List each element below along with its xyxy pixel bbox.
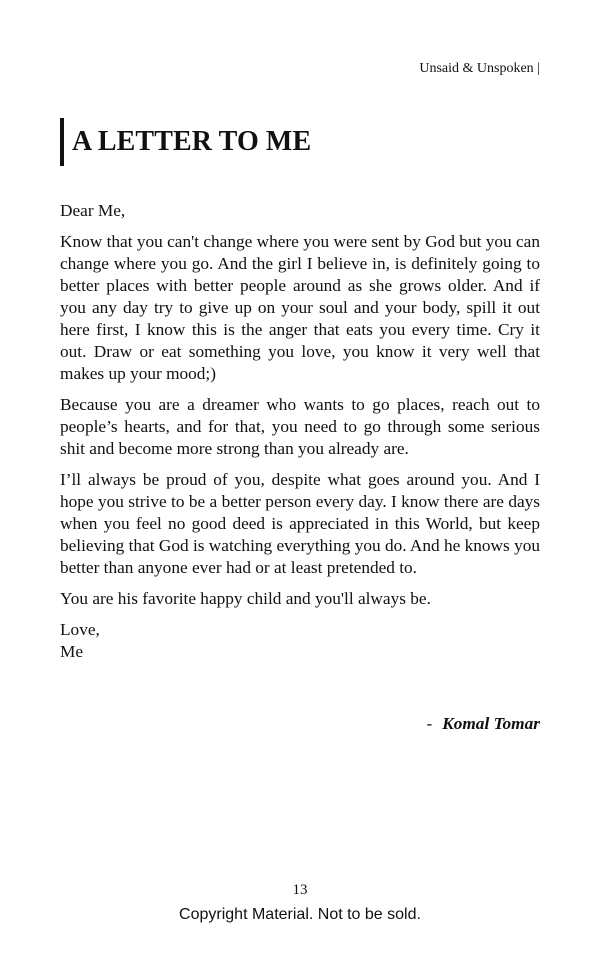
chapter-title: A LETTER TO ME (72, 126, 312, 157)
chapter-heading (60, 118, 311, 166)
letter-closing (60, 619, 540, 663)
letter-salutation: Dear Me, (60, 201, 126, 220)
copyright-notice: Copyright Material. Not to be sold. (179, 906, 421, 923)
closing-phrase: Love, (60, 620, 100, 639)
letter-paragraph-2: Because you are a dreamer who wants to go places, reach out to people’s hearts, and for that, you need to go through some serious shit and become more strong than you already are. (60, 395, 540, 458)
page-number: 13 (292, 882, 308, 898)
letter-paragraph-1: Know that you can't change where you were sent by God but you can change where you go. And the girl I believe in, is definitely going to better places with better people around as she grows older. And if you any day try to give up on your soul and your body, spill it out here first, I know this is the anger that eats you every time. Cry it out. Draw or eat something you love, you know it very well that makes up your mood;) (60, 232, 540, 383)
closing-name: Me (60, 642, 84, 661)
letter-paragraph-3: I’ll always be proud of you, despite what goes around you. And I hope you strive to be a better person every day. I know there are days when you feel no good deed is appreciated in this World, but keep believing that God is watching everything you do. And he knows you better than anyone ever had or at least pretended to. (60, 470, 540, 577)
signature-dash: - (426, 714, 433, 733)
author-name: Komal Tomar (442, 714, 540, 733)
letter-paragraph-4: You are his favorite happy child and you'll always be. (60, 589, 431, 608)
running-header: Unsaid & Unspoken | (419, 61, 540, 76)
title-vertical-rule (60, 118, 64, 166)
letter-body (60, 200, 540, 663)
author-signature (426, 713, 540, 735)
